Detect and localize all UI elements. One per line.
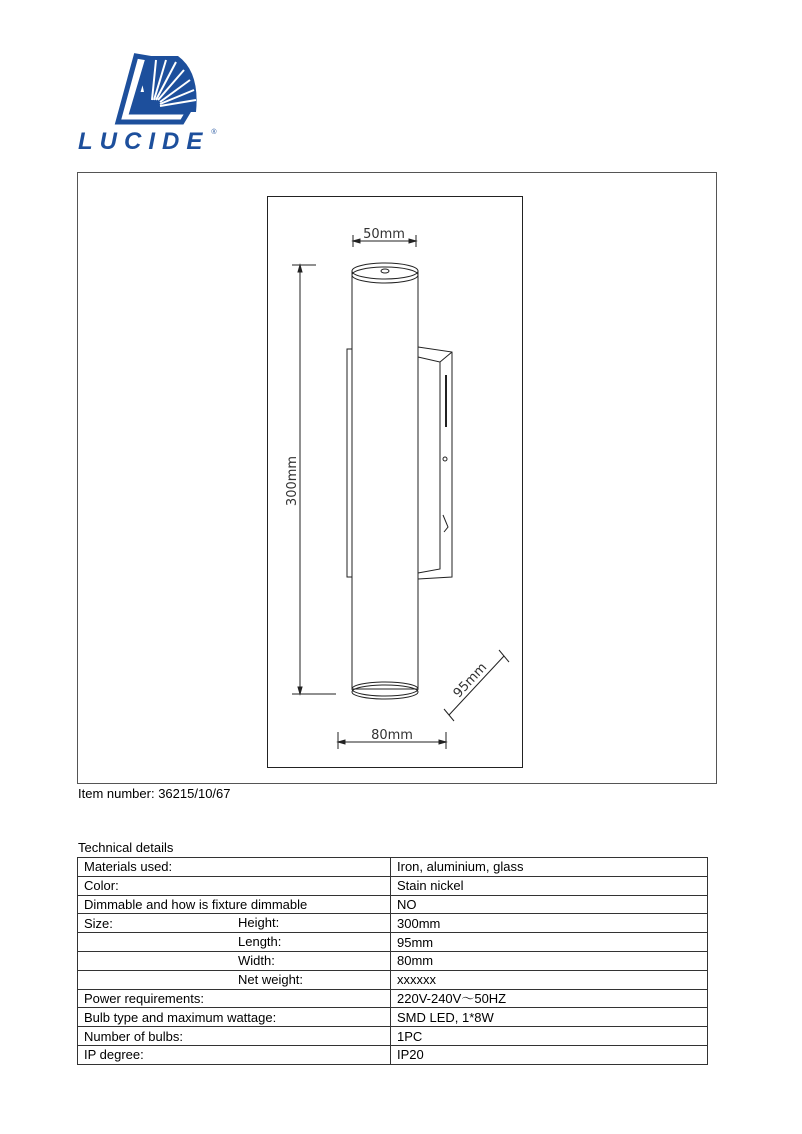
spec-sublabel: Length: [238,934,282,950]
spec-value-cell [391,1008,708,1027]
table-row [78,876,708,895]
spec-sublabel: Net weight: [238,971,304,987]
spec-sublabel: Height: [238,915,280,931]
spec-value: 220V-240V〜50HZ [397,990,507,1006]
spec-label: Power requirements: [84,990,204,1006]
spec-value-cell [391,970,708,989]
spec-value-cell [391,895,708,914]
tube-body [352,271,418,689]
spec-value-cell [391,858,708,877]
spec-label-cell [78,895,391,914]
spec-label: Dimmable and how is fixture dimmable [84,896,308,912]
technical-details-heading: Technical details [78,840,174,855]
spec-label: Bulb type and maximum wattage: [84,1009,277,1025]
spec-label-cell [78,951,391,970]
brand-name: LUCIDE [78,128,210,155]
spec-value-cell [391,1045,708,1064]
spec-value: xxxxxx [397,972,436,988]
dim-height-label: 300mm [285,455,300,507]
table-row [78,914,708,933]
spec-value: NO [397,896,417,912]
spec-label: Number of bulbs: [84,1028,183,1044]
spec-label-cell [78,876,391,895]
technical-details-table [77,857,708,1065]
table-row [78,1027,708,1046]
table-row [78,1008,708,1027]
back-plate [347,349,352,577]
spec-label: Materials used: [84,859,173,875]
spec-value: IP20 [397,1047,424,1063]
spec-value: 80mm [397,953,434,969]
table-row [78,933,708,952]
spec-value-cell [391,1027,708,1046]
spec-label-cell [78,1045,391,1064]
dim-width-label: 80mm [371,728,413,743]
spec-value: Iron, aluminium, glass [397,859,524,875]
spec-value: 300mm [397,915,441,931]
spec-label-cell [78,1008,391,1027]
spec-value-cell [391,933,708,952]
table-row [78,895,708,914]
table-row [78,989,708,1008]
spec-sublabel: Width: [238,952,275,968]
spec-label-cell [78,1027,391,1046]
spec-value-cell [391,914,708,933]
table-row [78,970,708,989]
table-row [78,1045,708,1064]
technical-drawing [267,196,523,768]
registered-mark: ® [211,129,217,136]
spec-label: Color: [84,878,119,894]
spec-label-cell [78,933,391,952]
spec-label: IP degree: [84,1047,144,1063]
table-row [78,858,708,877]
spec-value-cell [391,876,708,895]
dim-top-width-label: 50mm [363,227,405,242]
spec-label-cell [78,989,391,1008]
spec-value: 1PC [397,1028,423,1044]
spec-value: Stain nickel [397,878,464,894]
item-number: Item number: 36215/10/67 [78,786,231,801]
spec-label-cell [78,970,391,989]
brand-wordmark [78,128,217,156]
spec-value-cell [391,989,708,1008]
spec-label-cell [78,914,391,933]
spec-value-cell [391,951,708,970]
spec-value: SMD LED, 1*8W [397,1009,494,1025]
spec-value: 95mm [397,934,434,950]
dim-depth-label: 95mm [450,660,491,702]
spec-label-cell [78,858,391,877]
spec-label: Size: [84,915,113,931]
table-row [78,951,708,970]
